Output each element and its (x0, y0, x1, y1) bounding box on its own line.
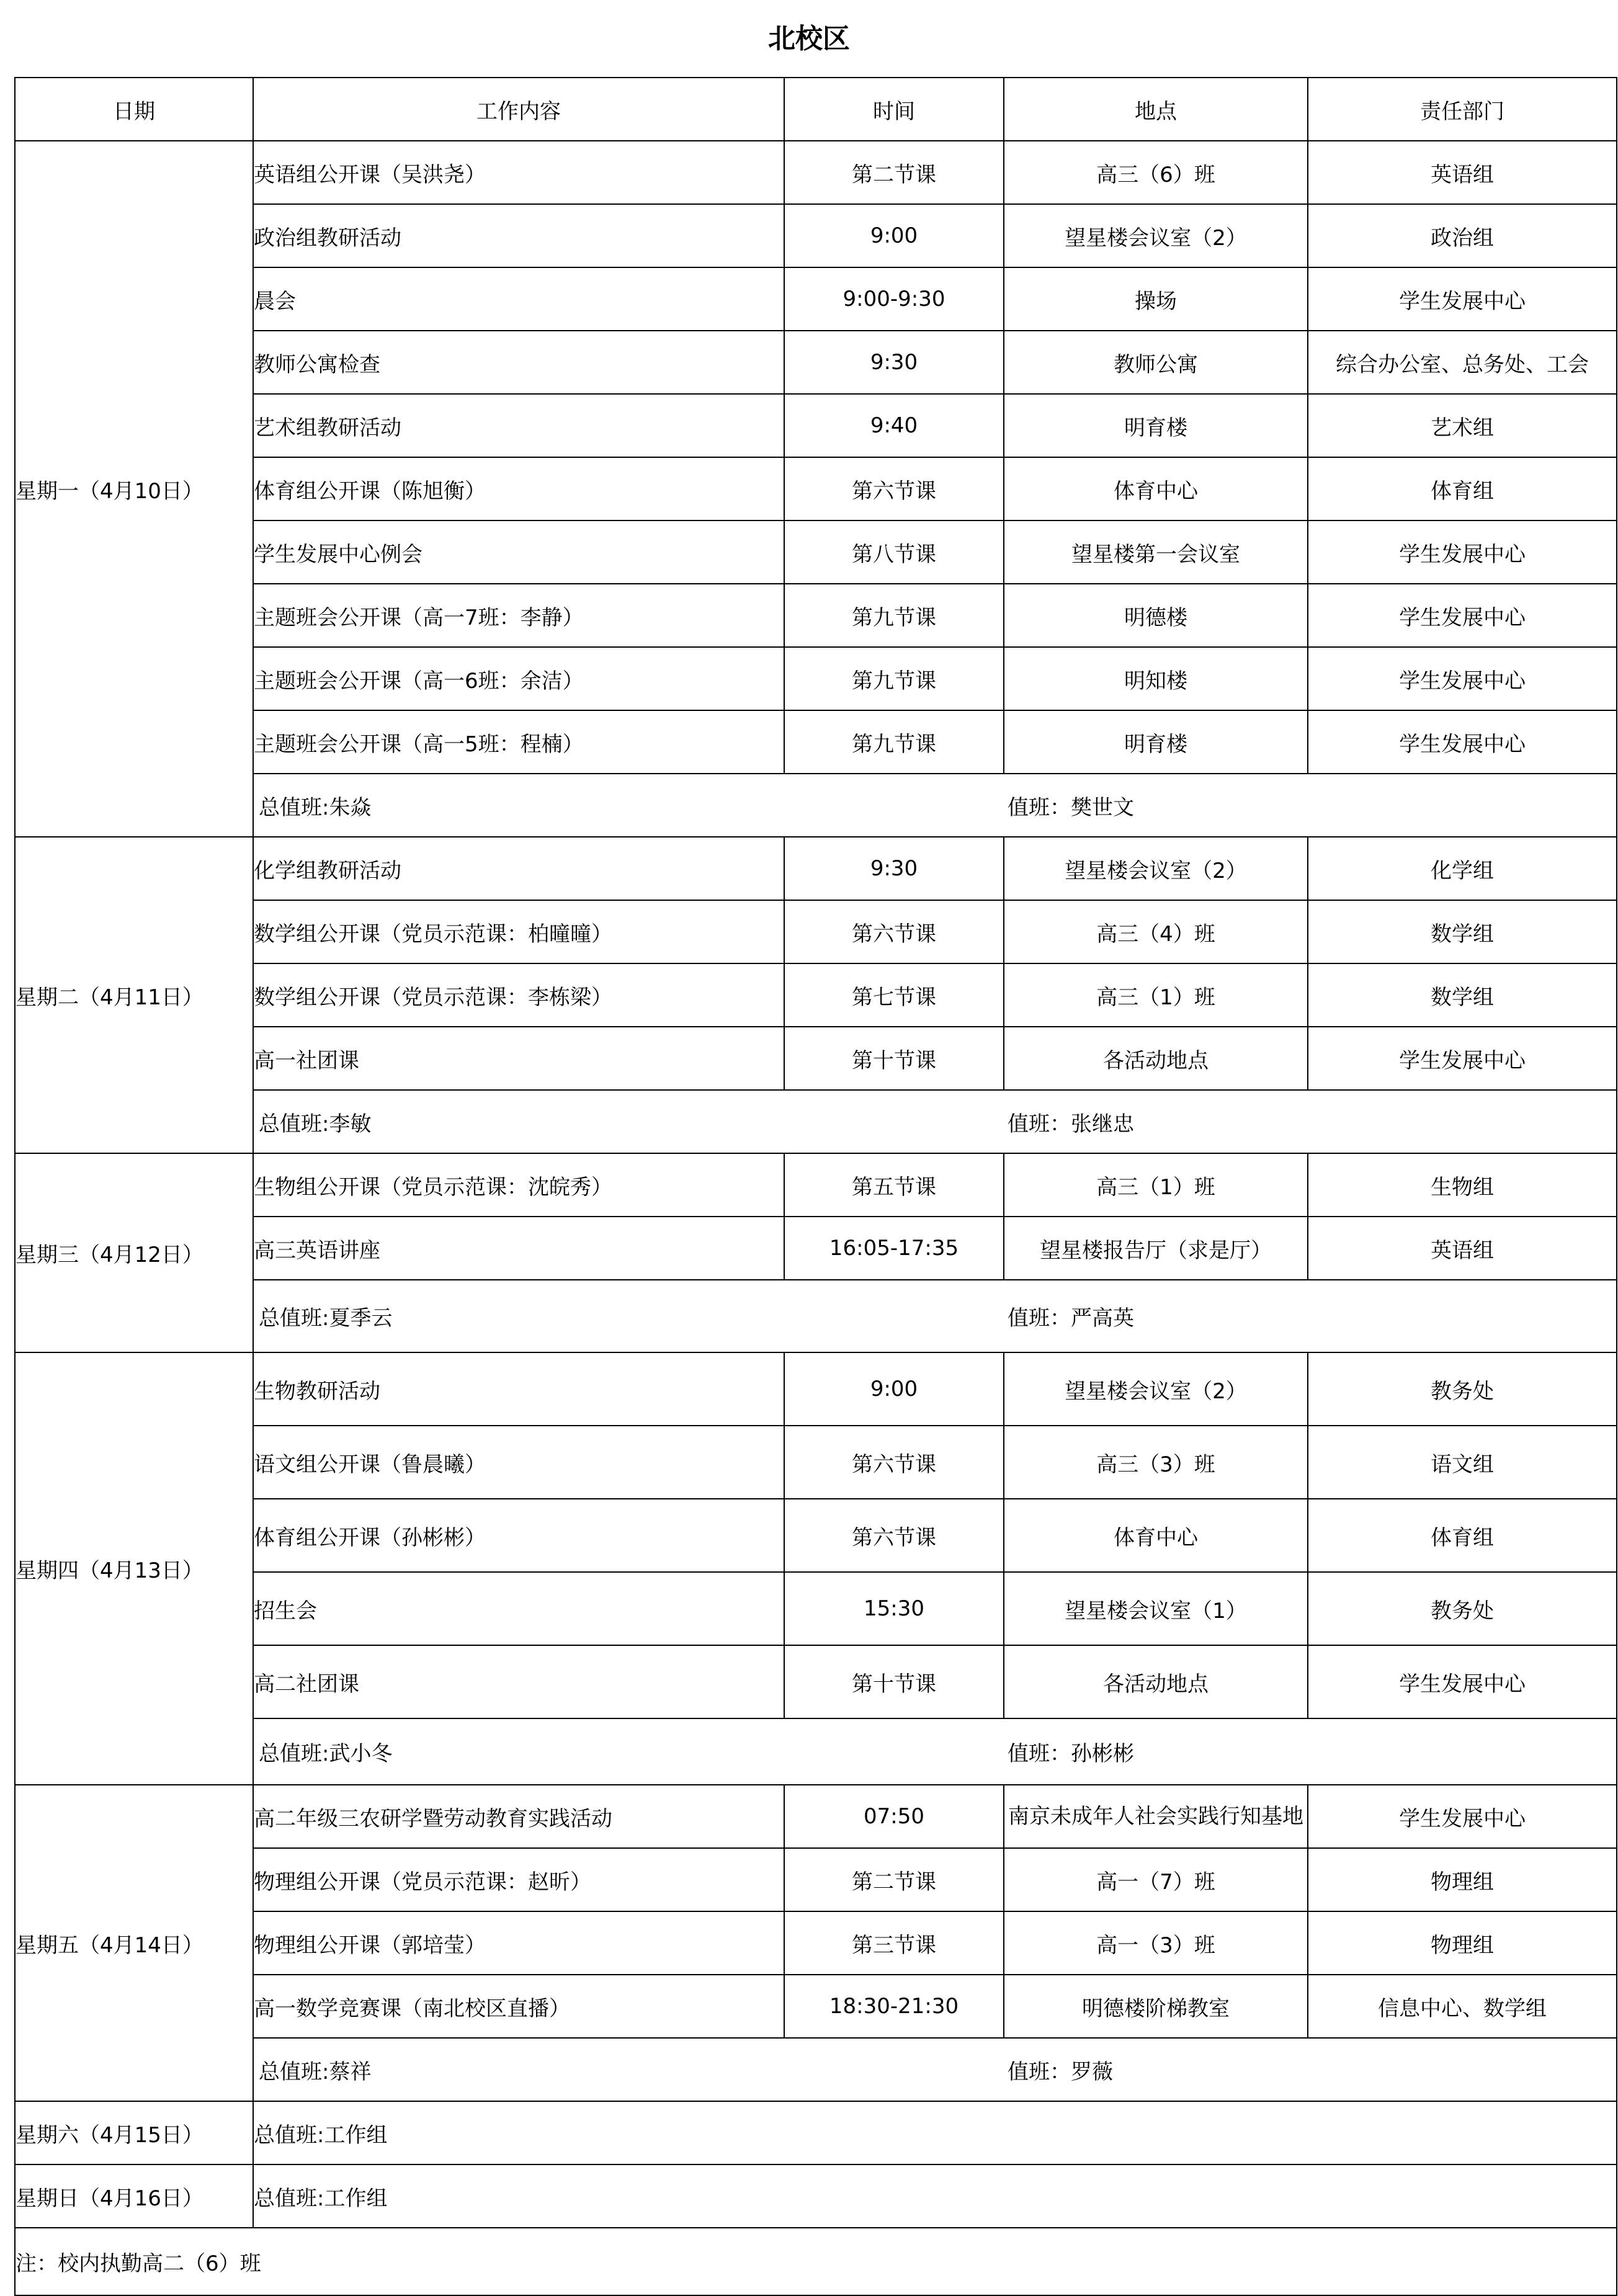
supervisor-label: 总值班:工作组 (253, 2101, 1617, 2164)
time-cell: 第七节课 (784, 963, 1004, 1027)
header-time: 时间 (784, 78, 1004, 141)
table-row (15, 963, 1617, 1027)
department-cell: 英语组 (1308, 141, 1617, 204)
time-cell: 第九节课 (784, 647, 1004, 710)
location-cell: 高三（1）班 (1004, 1153, 1308, 1217)
table-row (15, 1027, 1617, 1090)
time-cell: 9:30 (784, 331, 1004, 394)
time-cell: 第二节课 (784, 1848, 1004, 1911)
table-row (15, 1785, 1617, 1848)
content-cell: 晨会 (253, 267, 784, 331)
location-cell: 教师公寓 (1004, 331, 1308, 394)
header-date: 日期 (15, 78, 253, 141)
location-cell: 望星楼会议室（2） (1004, 1352, 1308, 1426)
content-cell: 数学组公开课（党员示范课：柏曈曈） (253, 900, 784, 963)
page-title: 北校区 (768, 23, 850, 55)
time-cell: 第六节课 (784, 1426, 1004, 1499)
duty-row (15, 1280, 1617, 1352)
department-cell: 学生发展中心 (1308, 1785, 1617, 1848)
table-row (15, 1352, 1617, 1426)
location-cell: 各活动地点 (1004, 1645, 1308, 1718)
location-cell: 高一（3）班 (1004, 1911, 1308, 1975)
content-cell: 艺术组教研活动 (253, 394, 784, 457)
location-cell: 望星楼报告厅（求是厅） (1004, 1217, 1308, 1280)
location-cell: 高三（4）班 (1004, 900, 1308, 963)
table-row (15, 267, 1617, 331)
content-cell: 学生发展中心例会 (253, 520, 784, 584)
department-cell: 学生发展中心 (1308, 584, 1617, 647)
content-cell: 主题班会公开课（高一7班：李静） (253, 584, 784, 647)
department-cell: 体育组 (1308, 457, 1617, 520)
department-cell: 学生发展中心 (1308, 1645, 1617, 1718)
time-cell: 第十节课 (784, 1645, 1004, 1718)
department-cell: 信息中心、数学组 (1308, 1975, 1617, 2038)
table-row (15, 394, 1617, 457)
duty-row (15, 2038, 1617, 2101)
location-cell: 体育中心 (1004, 457, 1308, 520)
duty-label: 值班：樊世文 (1008, 795, 1134, 820)
time-cell: 07:50 (784, 1785, 1004, 1848)
note-text: 注：校内执勤高二（6）班 (15, 2228, 1617, 2295)
schedule-table (14, 77, 1617, 2296)
content-cell: 教师公寓检查 (253, 331, 784, 394)
content-cell: 政治组教研活动 (253, 204, 784, 267)
department-cell: 综合办公室、总务处、工会 (1308, 331, 1617, 394)
time-cell: 9:00-9:30 (784, 267, 1004, 331)
content-cell: 化学组教研活动 (253, 837, 784, 900)
table-row (15, 900, 1617, 963)
content-cell: 数学组公开课（党员示范课：李栋梁） (253, 963, 784, 1027)
department-cell: 体育组 (1308, 1499, 1617, 1572)
date-cell: 星期日（4月16日） (15, 2164, 253, 2228)
location-cell: 望星楼会议室（1） (1004, 1572, 1308, 1645)
supervisor-label: 总值班:工作组 (253, 2164, 1617, 2228)
location-cell: 望星楼会议室（2） (1004, 204, 1308, 267)
content-cell: 高一社团课 (253, 1027, 784, 1090)
table-row (15, 520, 1617, 584)
department-cell: 学生发展中心 (1308, 647, 1617, 710)
department-cell: 学生发展中心 (1308, 1027, 1617, 1090)
time-cell: 第二节课 (784, 141, 1004, 204)
time-cell: 第六节课 (784, 900, 1004, 963)
location-cell: 高三（3）班 (1004, 1426, 1308, 1499)
location-cell: 望星楼会议室（2） (1004, 837, 1308, 900)
content-cell: 体育组公开课（孙彬彬） (253, 1499, 784, 1572)
time-cell: 18:30-21:30 (784, 1975, 1004, 2038)
table-row (15, 1426, 1617, 1499)
table-row (15, 584, 1617, 647)
supervisor-label: 总值班:李敏 (259, 1111, 372, 1137)
location-cell: 明育楼 (1004, 710, 1308, 774)
content-cell: 招生会 (253, 1572, 784, 1645)
table-row (15, 710, 1617, 774)
header-content: 工作内容 (253, 78, 784, 141)
department-cell: 艺术组 (1308, 394, 1617, 457)
content-cell: 高二年级三农研学暨劳动教育实践活动 (253, 1785, 784, 1848)
department-cell: 政治组 (1308, 204, 1617, 267)
header-department: 责任部门 (1308, 78, 1617, 141)
time-cell: 第九节课 (784, 584, 1004, 647)
location-cell: 各活动地点 (1004, 1027, 1308, 1090)
table-row (15, 331, 1617, 394)
time-cell: 15:30 (784, 1572, 1004, 1645)
department-cell: 物理组 (1308, 1911, 1617, 1975)
location-cell: 高一（7）班 (1004, 1848, 1308, 1911)
time-cell: 第五节课 (784, 1153, 1004, 1217)
supervisor-label: 总值班:武小冬 (259, 1741, 393, 1766)
table-row (15, 141, 1617, 204)
table-row (15, 1975, 1617, 2038)
duty-row (15, 1090, 1617, 1153)
content-cell: 物理组公开课（郭培莹） (253, 1911, 784, 1975)
duty-label: 值班：罗薇 (1008, 2059, 1113, 2084)
duty-label: 值班：张继忠 (1008, 1111, 1134, 1137)
location-cell: 体育中心 (1004, 1499, 1308, 1572)
table-row (15, 1153, 1617, 1217)
table-row (15, 1572, 1617, 1645)
department-cell: 生物组 (1308, 1153, 1617, 1217)
department-cell: 学生发展中心 (1308, 710, 1617, 774)
table-row (15, 1848, 1617, 1911)
department-cell: 数学组 (1308, 900, 1617, 963)
department-cell: 教务处 (1308, 1572, 1617, 1645)
content-cell: 高一数学竞赛课（南北校区直播） (253, 1975, 784, 2038)
date-cell: 星期三（4月12日） (15, 1153, 253, 1352)
department-cell: 英语组 (1308, 1217, 1617, 1280)
location-cell: 明德楼阶梯教室 (1004, 1975, 1308, 2038)
duty-row (15, 1718, 1617, 1785)
header-row (15, 78, 1617, 141)
table-row (15, 1217, 1617, 1280)
location-cell: 南京未成年人社会实践行知基地 (1004, 1785, 1308, 1848)
table-row (15, 837, 1617, 900)
department-cell: 化学组 (1308, 837, 1617, 900)
department-cell: 学生发展中心 (1308, 520, 1617, 584)
time-cell: 9:00 (784, 1352, 1004, 1426)
table-row (15, 1911, 1617, 1975)
time-cell: 第六节课 (784, 457, 1004, 520)
location-cell: 明知楼 (1004, 647, 1308, 710)
content-cell: 物理组公开课（党员示范课：赵昕） (253, 1848, 784, 1911)
duty-label: 值班：严高英 (1008, 1306, 1134, 1331)
time-cell: 第八节课 (784, 520, 1004, 584)
content-cell: 生物教研活动 (253, 1352, 784, 1426)
content-cell: 体育组公开课（陈旭衡） (253, 457, 784, 520)
table-row (15, 1499, 1617, 1572)
time-cell: 第十节课 (784, 1027, 1004, 1090)
weekend-row (15, 2164, 1617, 2228)
header-location: 地点 (1004, 78, 1308, 141)
table-row (15, 204, 1617, 267)
department-cell: 教务处 (1308, 1352, 1617, 1426)
content-cell: 英语组公开课（吴洪尧） (253, 141, 784, 204)
date-cell: 星期五（4月14日） (15, 1785, 253, 2101)
location-cell: 操场 (1004, 267, 1308, 331)
content-cell: 主题班会公开课（高一6班：余洁） (253, 647, 784, 710)
time-cell: 9:00 (784, 204, 1004, 267)
department-cell: 数学组 (1308, 963, 1617, 1027)
location-cell: 高三（1）班 (1004, 963, 1308, 1027)
date-cell: 星期二（4月11日） (15, 837, 253, 1153)
supervisor-label: 总值班:朱焱 (259, 795, 372, 820)
supervisor-label: 总值班:夏季云 (259, 1306, 393, 1331)
date-cell: 星期一（4月10日） (15, 141, 253, 837)
duty-row (15, 774, 1617, 837)
table-row (15, 457, 1617, 520)
content-cell: 语文组公开课（鲁晨曦） (253, 1426, 784, 1499)
time-cell: 第三节课 (784, 1911, 1004, 1975)
location-cell: 望星楼第一会议室 (1004, 520, 1308, 584)
department-cell: 学生发展中心 (1308, 267, 1617, 331)
content-cell: 高三英语讲座 (253, 1217, 784, 1280)
department-cell: 语文组 (1308, 1426, 1617, 1499)
time-cell: 第九节课 (784, 710, 1004, 774)
location-cell: 高三（6）班 (1004, 141, 1308, 204)
content-cell: 高二社团课 (253, 1645, 784, 1718)
time-cell: 9:30 (784, 837, 1004, 900)
time-cell: 第六节课 (784, 1499, 1004, 1572)
weekend-row (15, 2101, 1617, 2164)
time-cell: 16:05-17:35 (784, 1217, 1004, 1280)
supervisor-label: 总值班:蔡祥 (259, 2059, 372, 2084)
content-cell: 生物组公开课（党员示范课：沈皖秀） (253, 1153, 784, 1217)
note-row (15, 2228, 1617, 2295)
time-cell: 9:40 (784, 394, 1004, 457)
duty-label: 值班：孙彬彬 (1008, 1741, 1134, 1766)
date-cell: 星期四（4月13日） (15, 1352, 253, 1785)
content-cell: 主题班会公开课（高一5班：程楠） (253, 710, 784, 774)
location-cell: 明德楼 (1004, 584, 1308, 647)
table-row (15, 1645, 1617, 1718)
table-row (15, 647, 1617, 710)
date-cell: 星期六（4月15日） (15, 2101, 253, 2164)
location-cell: 明育楼 (1004, 394, 1308, 457)
department-cell: 物理组 (1308, 1848, 1617, 1911)
